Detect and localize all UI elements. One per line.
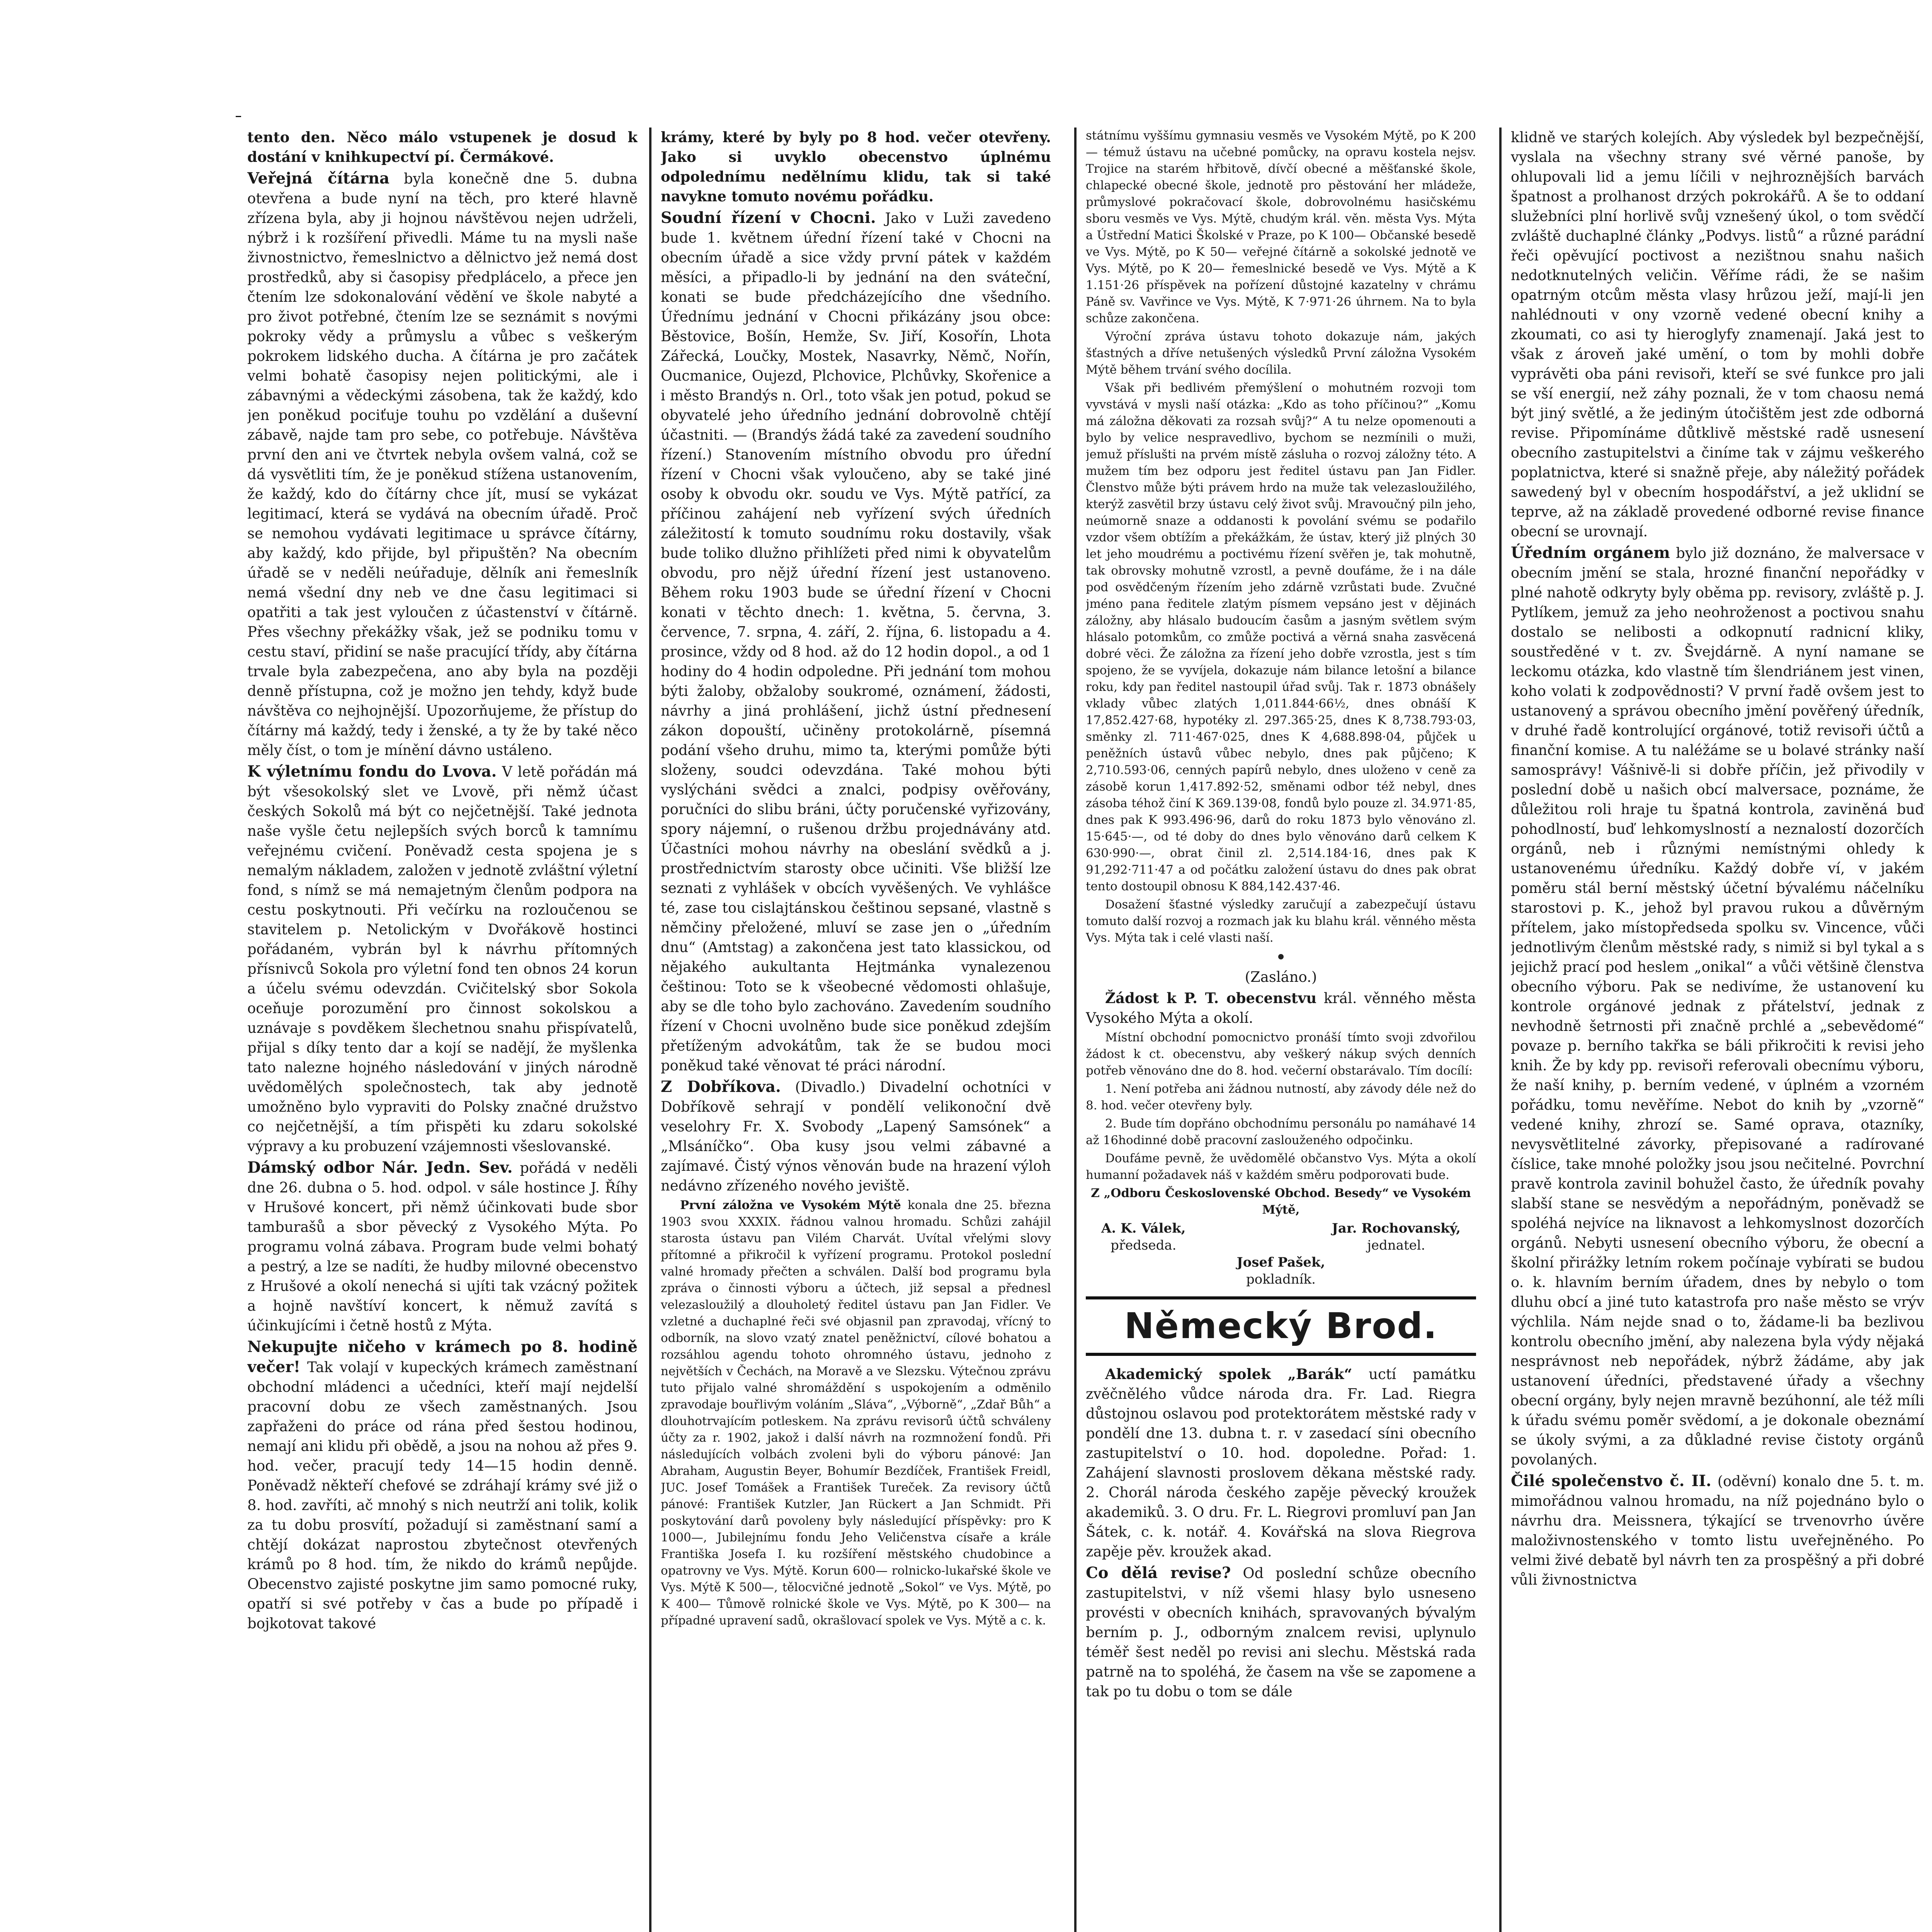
paragraph: Místní obchodní pomocnictvo pronáší tímto svoji zdvořilou žádost k ct. obecenstvu, aby veškerý nákup svých denních potřeb věnováno dne do 8. hod. večerní obstarávalo. Tím docílí: (1086, 1031, 1476, 1078)
column-3 (1086, 128, 1476, 1932)
article-text: bylo již doznáno, že malversace v obecním jmění se stala, hrozné finanční nepořádky v plné nahotě odkryty byly oběma pp. revisory, zvláště p. J. Pytlíkem, jemuž za jeho neohroženost a poctivou snahu dostalo se nelibosti a odkopnutí radnicní kliky, soustředěné v t. zv. Švejdárně. A nyní namane se leckomu otázka, kdo vlastně tím šlendriánem jest vinen, koho volati k zodpovědnosti? V první řadě ovšem jest to ustanovený a správou obecního jmění pověřený úředník, v druhé řadě kontrolující orgánové, totiž revisoři účtů a finanční komise. A tu naléžáme se u bolavé stránky naší samosprávy! Vášnivě-li si dobře příčin, jež přivodily v poslední době u našich obcí malversace, poznáme, že důležitou roli hraje tu špatná kontrola, zaviněná buď pohodlností, buď lehkomyslností a neznalostí dozorčích orgánů, neb i různými nemístnými ohledy k ustanovenému úředníku. Každý dobře ví, v jakém poměru stál berní městský účetní bývalému náčelníku starostovi p. K., jehož byl pravou rukou a důvěrným přítelem, jako místopředseda spolku sv. Vincence, vůči jednotlivým členům městské rady, s nimiž si byl tykal a s jejichž prací pod heslem „onikal“ a vůči většině členstva obecního výboru. Pak se nedivíme, že ustanovení ku kontrole orgánové jednak z přátelství, jednak z nevhodně šetrnosti při značně prchlé a „sebevědomé“ povaze p. berního takřka se báli přikročiti k revisi jeho knih. Že by kdy pp. revisoři referovali obecnímu výboru, že naší knihy, p. berním vedené, v úplném a vzorném pořádku, tomu nevěříme. Nebot do knih by „vzorně“ vedené knihy, zhrozí se. Samé oprava, otazníky, nevysvětlitelné závorky, přepisované a radírované číslice, take mnohé položky jsou jsou nečitelné. Povrchní pravě kontrola zavinil bohužel často, že úředník povahy slabší stane se nesvědým a nepořádným, poněvadž se spoléhá nejvíce na liknavost a lehkomyslnost dozorčích orgánů. Nebyti usnesení obecního výboru, že obecní a školní přirážky letním rokem počínaje vybírati se budou o. k. hlavním berním úřadem, dnes by nebylo o tom dluhu obcí a jiné tuto katastrofa pro naše město se vrýv výchlila. Nám nejde snad o to, žádame-li ba bezlivou kontrolu obecního jmění, aby nalezena byla výdy nějaká nesprávnost neb nepořádek, nýbrž žádáme, aby jak ustanovení úředníci, představené úřady a všechny obecní orgány, byly nejen mravně bezúhonní, ale též míli k úřadu svému poměr svědomí, a je dokonale obeznámí se úkoly svými, a za důkladné revise čistoty orgánů povolaných. (1511, 545, 1924, 1468)
column-1-paragraph: tento den. Něco málo vstupenek je dosud k dostání v knihkupectví pí. Čermákové. (247, 129, 638, 165)
headline: K výletnímu fondu do Lvova. (247, 762, 497, 781)
column-2-paragraph: krámy, které by byly po 8 hod. večer otevřeny. Jako si uvyklo obecenstvo úplnému odpolednímu nedělnímu klidu, tak si také navykne tomuto novému pořádku. (661, 129, 1051, 205)
barak-society-article (1086, 1364, 1476, 1561)
signature-secretary: Jar. Rochovanský, jednatel. (1332, 1221, 1461, 1253)
separator (1278, 954, 1284, 959)
headline: Z Dobříkova. (661, 1078, 781, 1096)
left-margin-mark (236, 116, 241, 117)
column-4 (1511, 128, 1924, 1932)
headline: Dámský odbor Nár. Jedn. Sev. (247, 1158, 513, 1177)
article-text: Jako v Luži zavedeno bude 1. květnem úřední řízení také v Chocni na obecním úřadě a sice vždy první pátek v každém měsíci, a připadlo-li by jednání na den sváteční, konati se bude předcházejícího dne všedního. Úřednímu jednání v Chocni přikázány jsou obce: Běstovice, Bošín, Hemže, Sv. Jiří, Kosořín, Lhota Zářecká, Loučky, Mostek, Nasavrky, Němč, Nořín, Oucmanice, Oujezd, Plchovice, Plchůvky, Skořenice a i město Brandýs n. Orl., toto však jen potud, pokud se obyvatelé jeho úředního jednání dobrovolně chtějí účastniti. — (Brandýs žádá také za zavedení soudního řízení.) Stanovením místního obvodu pro úřední řízení v Chocni však vyloučeno, aby se také jiné osoby k obvodu okr. soudu ve Vys. Mýtě patřící, za příčinou zahájení neb vyřízení svých úředních záležitostí k tomuto soudnímu roku dostavily, však bude toliko dlužno přihlížeti před nimi k obyvatelům obvodu, pro nějž úřední řízení jest ustanoveno. Během roku 1903 bude se úřední řízení v Chocni konati v těchto dnech: 1. května, 5. června, 3. července, 7. srpna, 4. září, 2. října, 6. listopadu a 4. prosince, vždy od 8 hod. až do 12 hodin dopol., a od 1 hodiny do 4 hodin odpoledne. Při jednání tom mohou býti žaloby, obžaloby soukromé, oznámení, žádosti, návrhy a jiná prohlášení, jichž ústní přednesení zákon dopouští, učiněny protokolárně, písemná podání všeho druhu, mimo ta, kterými pomůže býti složeny, soudci odevzdána. Také mohou býti vyslýcháni svědci a znalci, podpisy ověřovány, poručníci do slibu bráni, účty poručenské vyřizovány, spory nájemní, o rušenou držbu projednávány atd. Účastníci mohou návrhy na obeslání svědků a j. prostřednictvím starosty obce učiniti. Vše bližší lze seznati z vyhlášek v obcích vyvěšených. Ve vyhlášce té, zase tou cislajtánskou češtinou sepsané, vlastně s němčiny přeložené, mluví se zase jen o „úředním dnu“ (Amtstag) a zakončena jest tato klassickou, od nějakého aukultanta Hejtmánka vynalezenou češtinou: Toto se k všeobecné vědomosti ohlašuje, aby se dle toho bylo zachováno. Zavedením soudního řízení v Chocni uvolněno bude sice poněkud zdejším přetíženým advokátům, tak že se budou moci poněkud také věnovat té práci národní. (661, 210, 1051, 1074)
column-4-paragraph: klidně ve starých kolejích. Aby výsledek byl bezpečnější, vyslala na všechny strany své věrné panoše, by ohlupovali lid a jemu líčili v nejhroznějších barvách špatnost a prolhanost drzých pokrokářů. A še to oddaní služebníci plní horlivě svůj vznešený úkol, o tom svědčí zvláště duchaplné články „Podvys. listů“ a různé parádní řeči opěvující poctivost a nezištnou snahu našich nedotknutelných veličin. Věříme rádi, že se našim opatrným otcům města vlasy hrůzou ježí, mají-li jen nahlédnouti v ony vzorně vedené obecní knihy a zkoumati, co asi ty hieroglyfy znamenají. Jaká jest to však z ároveň jaké umění, o tom by mohli dobře vyprávěti oba páni revisoři, kteří se své funkce pro jali se vší energií, než záhy poznali, že v tom chaosu nemá být jiný světlé, a že jediným útočištěm jest zde odborná revise. Připomínáme důtklivě městské radě usnesení obecního zastupitelstvi a činíme tak v zájmu veškerého poplatnictva, které si snažně přeje, aby náležitý pořádek sawedený byl v obecním hospodářství, a jež uklidní se teprve, až na základě provedené odborné revise finance obecní se urovnají. (1511, 129, 1924, 540)
article-text: král. věnného města Vysokého Mýta a okolí. (1086, 990, 1476, 1026)
headline: Co dělá revise? (1086, 1564, 1231, 1582)
headline: První záložna ve Vysokém Mýtě (680, 1198, 901, 1212)
article-text: byla konečně dne 5. dubna otevřena a bude nyní na těch, pro které hlavně zřízena byla, aby ji hojnou návštěvou nejen udrželi, nýbrž i k rozšíření přivedli. Máme tu na mysli naše živnostnictvo, řemeslnictvo a dělnictvo jež nemá dost prostředků, aby si časopisy předplácelo, a přece jen čtením lze sdokonalování vědění ve škole nabyté a pro život potřebné, čtením lze se seznámit s novými pokroky vědy a průmyslu a vůbec s veškerým pokrokem lidského ducha. A čítárna je pro začátek velmi bohatě časopisy nejen politickými, ale i zábavnými a vědeckými zásobena, tak že každý, kdo jen poněkud pociťuje touhu po vzdělání a duševní zábavě, najde tam pro sebe, co potřebuje. Návštěva první den ani ve čtvrtek nebyla ovšem valná, což se dá vysvětliti tím, že je poněkud stížena ustanovením, že každý, kdo do čítárny chce jít, musí se vykázat legitimací, která se vydává na obecním úřadě. Proč se nemohou vydávati legitimace u správce čítárny, aby každý, kdo přijde, byl připuštěn? Na obecním úřadě se v neděli neúřaduje, dělník ani řemeslník nemá všední dny neb ve dne času legitimaci si opatřiti a tak jest vyloučen z účastenství v čítárně. Přes všechny překážky však, jež se podniku tomu v cestu staví, přidiní se naše pracující třídy, aby čítárna trvale byla zabezpečena, ano aby byla na později denně přístupna, což je možno jen tehdy, když bude návštěva co nejhojnější. Upozorňujeme, že přístup do čítárny má každý, tedy i ženské, a ty že by také něco měly číst, o tom je mínění dávno ustáleno. (247, 170, 638, 759)
paragraph: 2. Bude tím dopřáno obchodnímu personálu po namáhavé 14 až 16hodinné době pracovní zaslouženého odpočinku. (1086, 1117, 1476, 1147)
signature-row (1086, 1220, 1476, 1254)
request-article (1086, 988, 1476, 1028)
column-3-paragraph: státnímu vyššímu gymnasiu vesměs ve Vysokém Mýtě, po K 200— témuž ústavu na učebné pomůcky, na opravu kostela nejsv. Trojice na starém hřbitově, dívčí obecné a měšťanské škole, chlapecké obecné škole, jednotě pro pěstování her mládeže, průmyslové pokračovací škole, dobrovolnému hasičskému sboru vesměs ve Vys. Mýtě, chudým král. věn. města Vys. Mýta a Ústřední Matici Školské v Praze, po K 100— Občanské besedě ve Vys. Mýtě, po K 50— veřejné čítárně a sokolské jednotě ve Vys. Mýtě, po K 20— řemeslnické besedě ve Vys. Mýtě a K 1.151·26 příspěvek na pořízení důstojné kazatelny v chrámu Páně sv. Vavřince ve Vys. Mýtě, K 7·971·26 úhrnem. Na to byla schůze zakončena. (1086, 129, 1476, 325)
column-2 (661, 128, 1051, 1932)
sent-in-label: (Zasláno.) (1245, 969, 1317, 985)
headline: Žádost k P. T. obecenstvu (1105, 990, 1317, 1007)
paragraph: Výroční zpráva ústavu tohoto dokazuje nám, jakých šťastných a dříve netušených výsledků První záložna Vysokém Mýtě během trvání svého docílila. (1086, 330, 1476, 377)
headline: Akademický spolek „Barák“ (1105, 1366, 1352, 1383)
article-text: pořádá v neděli dne 26. dubna o 5. hod. odpol. v sále hostince J. Říhy v Hrušové koncert, při němž účinkovati bude sbor tamburašů a sbor pěvecký z Vysokého Mýta. Po programu volná zábava. Program bude velmi bohatý a pestrý, a lze se nadíti, že hudby milovné obecenstvo z Hrušové a okolí nenechá si ujíti tak vzácný požitek a hojně navštíví koncert, k němuž zavítá s účinkujícími i četně hostů z Mýta. (247, 1160, 638, 1334)
column-rule (1499, 128, 1502, 1932)
headline: Soudní řízení v Chocni. (661, 209, 876, 227)
savings-bank-article (661, 1197, 1051, 1629)
paragraph: Však při bedlivém přemýšlení o mohutném rozvoji tom vyvstává v mysli naší otázka: „Kdo as toho příčinou?“ „Komu má záložna děkovati za rozsah svůj?“ A tu nelze opomenouti a bylo by velice nespravedlivo, bychom se nezmínili o muži, jemuž příslušti na prvém místě zásluha o rozvoj záložny této. A mužem tím bez odporu jest ředitel ústavu pan Jan Fidler. Členstvo může býti právem hrdo na muže tak velezasloužilého, kterýž zasvětil brzy ústavu celý život svůj. Mravoučný piln jeho, neúmorně snaze a oddanosti k povolání svému se podařilo vzdor všem obtížím a překážkám, že ústav, který již plných 30 let jeho moudrému a poctivému řízení svěřen je, tak mohutně, tak obrovsky mohutně vzrostl, a pevně doufáme, že i na dále pod osvědčeným řízením jeho zdárně vzrůstati bude. Zvučné jméno pana ředitele zlatým písmem vepsáno jest v dějinách záložny, aby hlásalo budoucím časům a jasným světlem svým hlásalo potomkům, co zmůže poctivá a věrná snaha zasvěcená dobré věci. Že záložna za řízení jeho dobře vzrostla, jest s tím spojeno, že se vyvíjela, dokazuje nám bilance letošní a bilance roku, kdy pan ředitel nastoupil úřad svůj. Tak r. 1873 obnášely vklady vůbec zlatých 1,011.844·66½, dnes obnáší K 17,852.427·68, hypotéky zl. 297.365·25, dnes K 8,738.793·03, směnky zl. 711·467·025, dnes K 4,688.898·04, půjček u peněžních ústavů vůbec nebylo, dnes pak půjčeno; K 2,710.593·06, cenných papírů nebylo, dnes uloženo v ceně za zásobě korun 1,417.892·52, směnami odbor též nebyl, dnes zásoba téhož činí K 369.139·08, fondů bylo pouze zl. 34.971·85, dnes pak K 993.496·96, darů do roku 1873 bylo věnováno zl. 15·645·—, od té doby do dnes bylo věnováno darů celkem K 630·990·—, obrat činil zl. 2,514.184·16, dnes pak K 91,292·711·47 a od počátku založení ústavu do dnes pak obrat tento dostoupil obnosu K 884,142.437·46. (1086, 381, 1476, 893)
article-text: (oděvní) konalo dne 5. t. m. mimořádnou valnou hromadu, na níž pojednáno bylo o návrhu dra. Meissnera, týkající se trvenovrho úvěre maloživnostenského v tomto listu uveřejněného. Po velmi živé debatě byl návrh ten za prospěšný a při dobré vůli živnostnictva (1511, 1473, 1924, 1588)
article-text: uctí památku zvěčnělého vůdce národa dra. Fr. Lad. Riegra důstojnou oslavou pod protektorátem městské rady v pondělí dne 13. dubna t. r. v zasedací síni obecního zastupitelství o 10. hod. dopoledne. Pořad: 1. Zahájení slavnosti proslovem děkana městské rady. 2. Chorál národa českého zapěje pěvecký kroužek akademiků. 3. O dru. Fr. L. Riegrovi promluví pan Jan Šátek, c. k. notář. 4. Kovářská na slova Riegrova zapěje pěv. kroužek akad. (1086, 1366, 1476, 1560)
headline: Úředním orgánem (1511, 544, 1670, 562)
article-text: (Divadlo.) Divadelní ochotníci v Dobříkově sehrají v pondělí velikonoční dvě veselohry Fr. X. Svobody „Lapený Samsónek“ a „Mlsáníčko“. Oba kusy jsou velmi zábavné a zajímavé. Čistý výnos věnován bude na hrazení výloh nedávno zřízeného nového jeviště. (661, 1079, 1051, 1194)
signature-org: Z „Odboru Československé Obchod. Besedy“ ve Vysokém Mýtě, (1091, 1186, 1471, 1217)
headline: Nekupujte ničeho v krámech po 8. hodině večer! (247, 1338, 638, 1376)
article-text: Od poslední schůze obecního zastupitelstvi, v níž všemi hlasy bylo usneseno provésti v obecních knihách, spravovaných bývalým berním p. J., odborným znalcem revisi, uplynulo téměř šest neděl po revisi ani slechu. Městská rada patrně na to spoléhá, že časem na vše se zapomene a tak po tu dobu o tom se dále (1086, 1565, 1476, 1700)
column-1 (247, 128, 638, 1932)
section-banner-nemecky-brod: Německý Brod. (1086, 1296, 1476, 1356)
signature-chair: A. K. Válek, předseda. (1101, 1221, 1186, 1253)
article-text: Tak volají v kupeckých krámech zaměstnaní obchodní mládenci a učedníci, kteří mají nejdelší pracovní dobu ze všech zaměstnaných. Jsou zapřaženi do práce od rána před šestou hodinou, nemají ani klidu při obědě, a jsou na nohou až přes 9. hod. večer, pracují tedy 14—15 hodin denně. Poněvadž někteří chefové se zdráhají krámy své již o 8. hod. zavříti, ač mnohý s nich neutrží ani tolik, kolik za tu dobu prosvítí, požadují si zaměstnaní samí a chtějí dokázat naprostou zbytečnost otevřených krámů po 8 hod. tím, že nikdo do krámů nepůjde. Obecenstvo zajisté poskytne jim samo pomocné ruky, opatří si své potřeby v čas a bude po případě i bojkotovat takové (247, 1359, 638, 1632)
paragraph: 1. Není potřeba ani žádnou nutností, aby závody déle než do 8. hod. večer otevřeny byly. (1086, 1082, 1476, 1112)
column-rule (1074, 128, 1077, 1932)
headline: Čilé společenstvo č. II. (1511, 1472, 1711, 1490)
signature-treasurer: Josef Pašek, pokladník. (1236, 1255, 1325, 1287)
article-text: konala dne 25. března 1903 svou XXXIX. řádnou valnou hromadu. Schůzi zahájil starosta ústavu pan Vilém Charvát. Uvítal vřelými slovy přítomné a přikročil k vyřízení programu. Protokol poslední valné hromady přečten a schválen. Další bod programu byla zpráva o činnosti výboru a účtech, již sepsal a přednesl velezasloužilý a dlouholetý ředitel ústavu pan Jan Fidler. Ve vzletné a duchaplné řeči své objasnil pan zpravodaj, vřícný to odborník, na slovo vzatý znatel peněžnictví, cílové bohatou a rozsáhlou agendu tohoto ohromného ústavu, jednoho z největších v Čechách, na Moravě a ve Slezsku. Výtečnou zprávu tuto přijalo valné shromáždění s uspokojením a odměnilo zpravodaje bouřlivým voláním „Sláva“, „Výborně“, „Zdař Bůh“ a dlouhotrvajícím potleskem. Na zprávu revisorů účtů schváleny účty za r. 1902, jakož i další návrh na rozmnožení fondů. Při následujících volbách zvoleni byli do výboru pánové: Jan Abraham, Augustin Beyer, Bohumír Bezdíček, František Freidl, JUC. Josef Tomášek a František Tureček. Za revisory účtů pánové: František Kutzler, Jan Rückert a Jan Schmidt. Při poskytování darů povoleny byly následující příspěvky: pro K 1000—, Jubilejnímu fondu Jeho Veličenstva císaře a krále Františka Josefa I. ku rozšíření městského chudobince a opatrovny ve Vys. Mýtě. Korun 600— rolnicko-lukařské škole ve Vys. Mýtě K 500—, tělocvičné jednotě „Sokol“ ve Vys. Mýtě, po K 400— Tůmově rolnické škole ve Vys. Mýtě, po K 300— na případné upravení sadů, okrašlovací spolek ve Vys. Mýtě a c. k. (661, 1198, 1051, 1628)
paragraph: Dosažení šťastné výsledky zaručují a zabezpečují ústavu tomuto další rozvoj a rozmach jak ku blahu král. věnného města Vys. Mýta tak i celé vlasti naší. (1086, 898, 1476, 945)
signature-row (1086, 1254, 1476, 1288)
article-text: V letě pořádán má být všesokolský slet ve Lvově, při němž účast českých Sokolů má být co nejčetnější. Také jednota naše vyšle četu nejlepších svých borců k tamnímu veřejnému cvičení. Poněvadž cesta spojena je s nemalým nákladem, založen v jednotě zvláštní výletní fond, s nímž se má nemajetným členům podpora na cestu poskytnouti. Při večírku na rozloučenou se stavitelem p. Netolickým v Dvořákově hostinci pořádaném, vybrán byl k návrhu přítomných přísnivců Sokola pro výletní fond ten obnos 24 korun a účelu svému odevzdán. Cvičitelský sbor Sokola oceňuje porozumění pro činnost sokolskou a uznávaje s povděkem šlechetnou snahu přispívatelů, přijal s díky tento dar a kojí se nadějí, že myšlenka tato nalezne hojného následování v jiných národně uvědomělých společnostech, tak aby jednotě umožněno bylo vypraviti do Polsky značné družstvo co nejčetnější, a tím přispěti ku zdaru sokolské výpravy a ku probuzení vzájemnosti všeslovanské. (247, 764, 638, 1155)
headline: Veřejná čítárna (247, 169, 389, 187)
column-rule (649, 128, 651, 1932)
paragraph: Doufáme pevně, že uvědomělé občanstvo Vys. Mýta a okolí humanní požadavek náš v každém směru podporovati bude. (1086, 1151, 1476, 1182)
